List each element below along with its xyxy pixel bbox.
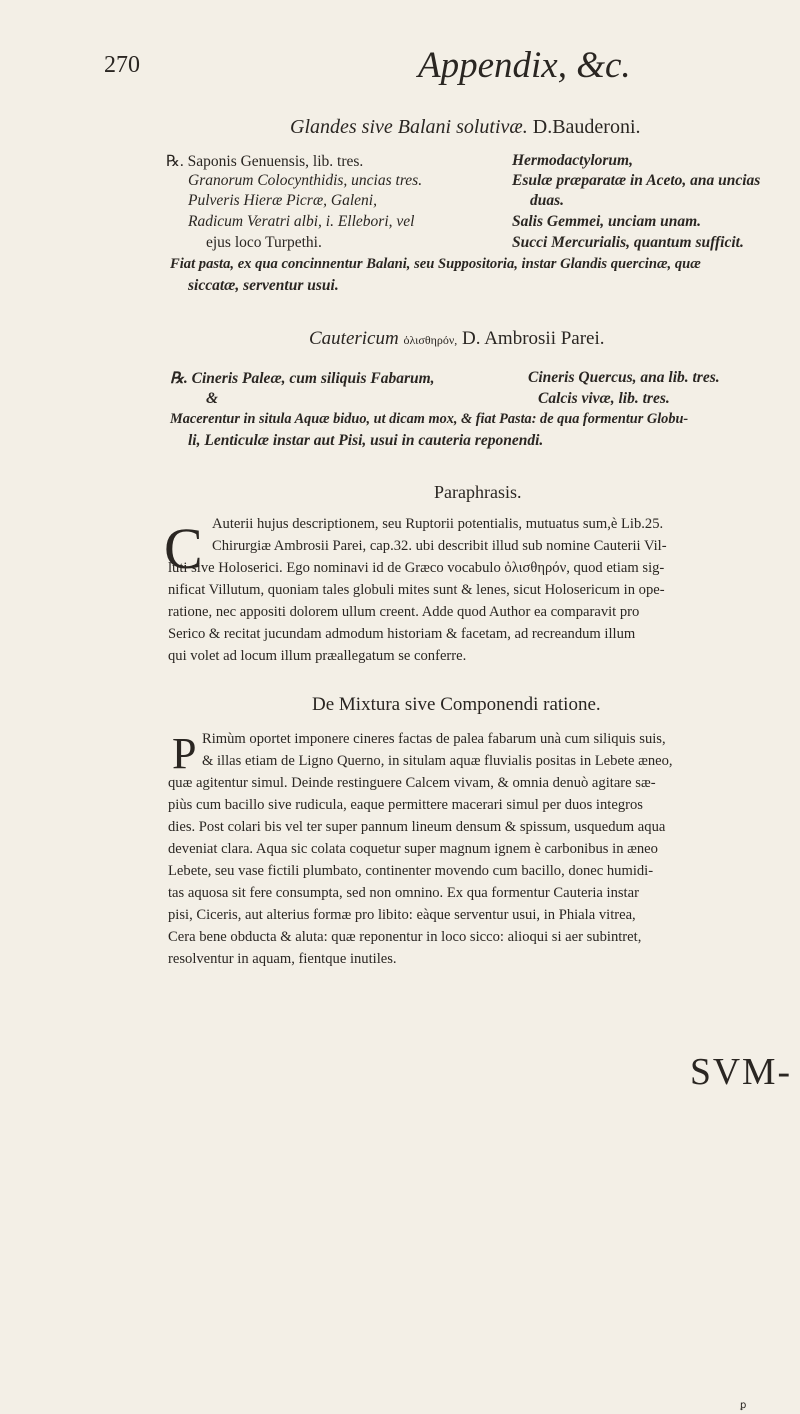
section-2-author: D. Ambrosii Parei. [462, 328, 605, 349]
paraphrasis-line-7: qui volet ad locum illum præallegatum se conferre. [168, 648, 467, 664]
recipe-1-right-line-5: Succi Mercurialis, quantum sufficit. [512, 234, 744, 251]
section-2-title: Cautericum [309, 328, 399, 349]
section-1-title: Glandes sive Balani solutivæ. [290, 116, 528, 138]
paraphrasis-line-5: ratione, nec appositi dolorem ullum creent. Adde quod Author ea comparavit pro [168, 604, 640, 620]
recipe-2-closing-line-1: Macerentur in situla Aquæ biduo, ut dicam mox, & fiat Pasta: de qua formentur Globu- [170, 411, 689, 427]
section-4-heading: De Mixtura sive Componendi ratione. [312, 694, 601, 715]
section-3-heading: Paraphrasis. [434, 482, 522, 502]
recipe-2-closing-line-2: li, Lenticulæ instar aut Pisi, usui in cauteria reponendi. [188, 432, 544, 449]
dropcap-c: C [164, 516, 203, 581]
section-2-greek: ὀλισθηρόν, [403, 333, 458, 347]
paraphrasis-line-4: nificat Villutum, quoniam tales globuli mites sunt & lenes, sicut Holosericum in ope- [168, 582, 665, 598]
mixtura-line-11: resolventur in aquam, fientque inutiles. [168, 951, 397, 967]
recipe-1-left-line-5: ejus loco Turpethi. [206, 234, 322, 251]
mixtura-line-8: tas aquosa sit fere consumpta, sed non omnino. Ex qua formentur Cauteria instar [168, 885, 639, 901]
mixtura-line-5: dies. Post colari bis vel ter super pannum lineum densum & spissum, usquedum aqua [168, 819, 666, 835]
section-2-heading [309, 328, 605, 350]
recipe-1-right-line-3: duas. [530, 192, 565, 209]
recipe-1-left-line-3: Pulveris Hieræ Picræ, Galeni, [188, 192, 377, 209]
mixtura-line-9: pisi, Ciceris, aut alterius formæ pro libito: eàque serventur usui, in Phiala vitrea, [168, 907, 636, 923]
mixtura-line-6: deveniat clara. Aqua sic colata coquetur super magnum ignem è carbonibus in æneo [168, 841, 658, 857]
signature-mark: ꝑ [740, 1400, 747, 1411]
running-title: Appendix, &c. [418, 45, 631, 86]
recipe-1-right-line-2: Esulæ præparatæ in Aceto, ana uncias [512, 172, 761, 189]
mixtura-line-10: Cera bene obducta & aluta: quæ reponentur in loco sicco: alioqui si aer subintret, [168, 929, 642, 945]
section-1-heading [290, 116, 641, 139]
mixtura-line-3: quæ agitentur simul. Deinde restinguere Calcem vivam, & omnia denuò agitare sæ- [168, 775, 656, 791]
paraphrasis-line-6: Serico & recitat jucundam admodum historiam & facetam, ad recreandum illum [168, 626, 636, 642]
paraphrasis-line-1: Auterii hujus descriptionem, seu Ruptorii potentialis, mutuatus sum,è Lib.25. [212, 516, 664, 532]
paraphrasis-line-2: Chirurgiæ Ambrosii Parei, cap.32. ubi describit illud sub nomine Cauterii Vil- [212, 538, 667, 554]
recipe-1-left-line-4: Radicum Veratri albi, i. Ellebori, vel [188, 213, 415, 230]
mixtura-line-2: & illas etiam de Ligno Querno, in situlam aquæ fluvialis positas in Lebete æneo, [202, 753, 673, 769]
recipe-1-left-line-1: ℞. Saponis Genuensis, lib. tres. [166, 153, 364, 170]
recipe-1-right-line-4: Salis Gemmei, unciam unam. [512, 213, 702, 230]
catchword: SVM- [690, 1051, 793, 1093]
mixtura-line-4: piùs cum bacillo sive rudicula, eaque permittere macerari simul per duos integros [168, 797, 643, 813]
dropcap-p: P [172, 729, 197, 778]
recipe-1-closing-line-1: Fiat pasta, ex qua concinnentur Balani, seu Suppositoria, instar Glandis quercinæ, quæ [170, 256, 701, 272]
paraphrasis-line-3: luti sive Holoserici. Ego nominavi id de Græco vocabulo ὀλισθηρόν, quod etiam sig- [168, 560, 665, 576]
recipe-2-left-line-1: ℞. Cineris Paleæ, cum siliquis Fabarum, [170, 370, 435, 387]
recipe-2-right-line-1: Cineris Quercus, ana lib. tres. [528, 369, 720, 386]
mixtura-line-7: Lebete, seu vase fictili plumbato, continenter movendo cum bacillo, donec humidi- [168, 863, 654, 879]
page-number: 270 [104, 52, 140, 78]
mixtura-line-1: Rimùm oportet imponere cineres factas de palea fabarum unà cum siliquis suis, [202, 731, 666, 747]
recipe-2-left-line-2: & [206, 390, 219, 407]
recipe-2-right-line-2: Calcis vivæ, lib. tres. [538, 390, 670, 407]
recipe-1-closing-line-2: siccatæ, serventur usui. [188, 277, 339, 294]
section-1-author: D.Bauderoni. [532, 116, 641, 138]
recipe-1-left-line-2: Granorum Colocynthidis, uncias tres. [188, 172, 423, 189]
recipe-1-right-line-1: Hermodactylorum, [512, 152, 633, 169]
